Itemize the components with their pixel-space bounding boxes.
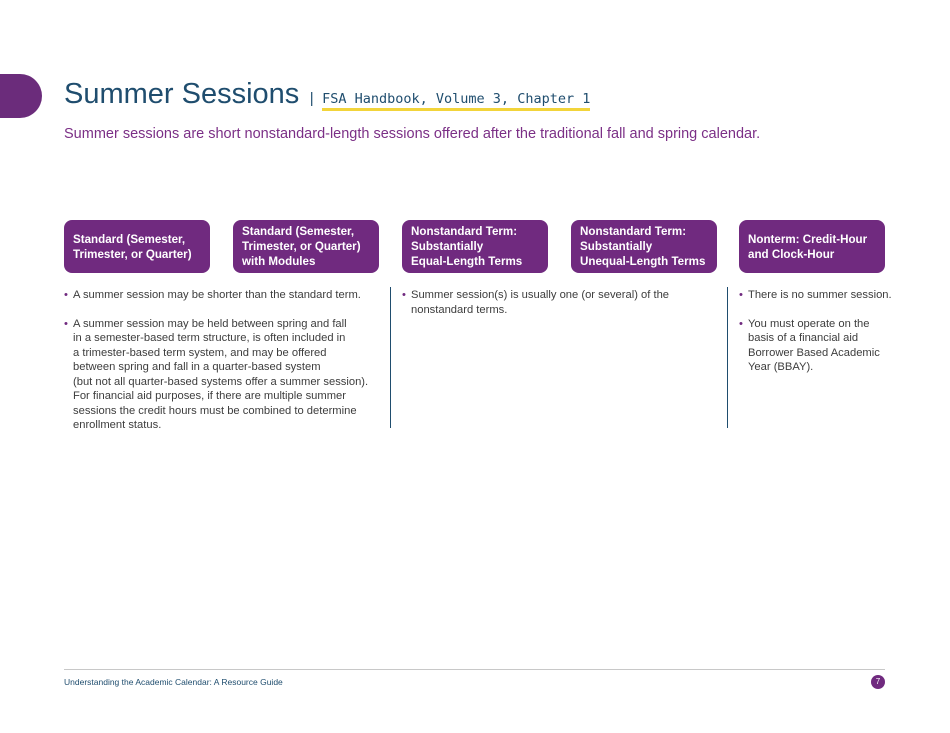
page-number-badge: 7 (871, 675, 885, 689)
page-title: Summer Sessions (64, 78, 300, 110)
column-header-line: Standard (Semester, (73, 232, 186, 246)
column-header-line: Unequal-Length Terms (580, 255, 706, 268)
bullet-line: basis of a financial aid (748, 332, 859, 344)
nonterm-notes (739, 288, 899, 389)
column-header-line: Nonstandard Term: (580, 225, 687, 238)
bullet-line: For financial aid purposes, if there are multiple summer (73, 390, 346, 402)
bullet-line: a trimester-based term system, and may be offered (73, 346, 327, 359)
bullet-line: (but not all quarter-based systems offer a summer session). (73, 375, 369, 388)
column-header-nonstandard-unequal (571, 220, 717, 273)
column-header-standard (64, 220, 210, 273)
title-row (64, 78, 590, 111)
column-header-standard-modules (233, 220, 379, 273)
bullet-item (739, 317, 899, 375)
column-header-line: and Clock-Hour (748, 247, 835, 261)
bullet-line: enrollment status. (73, 419, 162, 431)
bullet-line: Year (BBAY). (748, 361, 814, 373)
bullet-item (64, 317, 374, 433)
bullet-line: • Summer session(s) is usually one (or several) of the (411, 289, 670, 301)
footer-divider (64, 669, 885, 670)
bullet-line: between spring and fall in a quarter-based system (73, 361, 321, 373)
column-header-nonterm (739, 220, 885, 273)
bullet-line: Borrower Based Academic (748, 346, 880, 359)
column-header-line: Substantially (411, 240, 484, 253)
standard-terms-notes (64, 288, 374, 447)
page-subtitle: Summer sessions are short nonstandard-length sessions offered after the traditional fall and spring calendar. (64, 126, 761, 142)
bullet-line: • There is no summer session. (748, 289, 892, 301)
column-header-line: Substantially (580, 240, 653, 253)
bullet-line: nonstandard terms. (411, 303, 508, 316)
bullet-line: in a semester-based term structure, is often included in (73, 332, 346, 344)
column-header-line: with Modules (242, 255, 316, 268)
bullet-item (739, 288, 899, 303)
bullet-item (64, 288, 374, 303)
section-tab-marker (0, 74, 54, 118)
column-header-nonstandard-equal (402, 220, 548, 273)
column-header-line: Equal-Length Terms (411, 255, 523, 268)
source-reference: FSA Handbook, Volume 3, Chapter 1 (322, 91, 590, 111)
footer-guide-title: Understanding the Academic Calendar: A Resource Guide (64, 677, 283, 687)
column-header-line: Standard (Semester, (242, 225, 355, 238)
bullet-item (402, 288, 692, 317)
nonstandard-terms-notes (402, 288, 692, 331)
column-header-line: Nonterm: Credit-Hour (748, 232, 868, 246)
column-divider (390, 287, 391, 428)
bullet-line: sessions the credit hours must be combined to determine (73, 404, 357, 417)
title-separator: | (309, 90, 314, 107)
bullet-line: • A summer session may be shorter than the standard term. (73, 289, 361, 301)
column-header-line: Trimester, or Quarter) (242, 240, 361, 253)
bullet-line: • A summer session may be held between spring and fall (73, 317, 347, 330)
column-header-line: Nonstandard Term: (411, 225, 518, 238)
bullet-line: • You must operate on the (748, 317, 870, 330)
column-header-line: Trimester, or Quarter) (73, 247, 192, 261)
column-divider (727, 287, 728, 428)
